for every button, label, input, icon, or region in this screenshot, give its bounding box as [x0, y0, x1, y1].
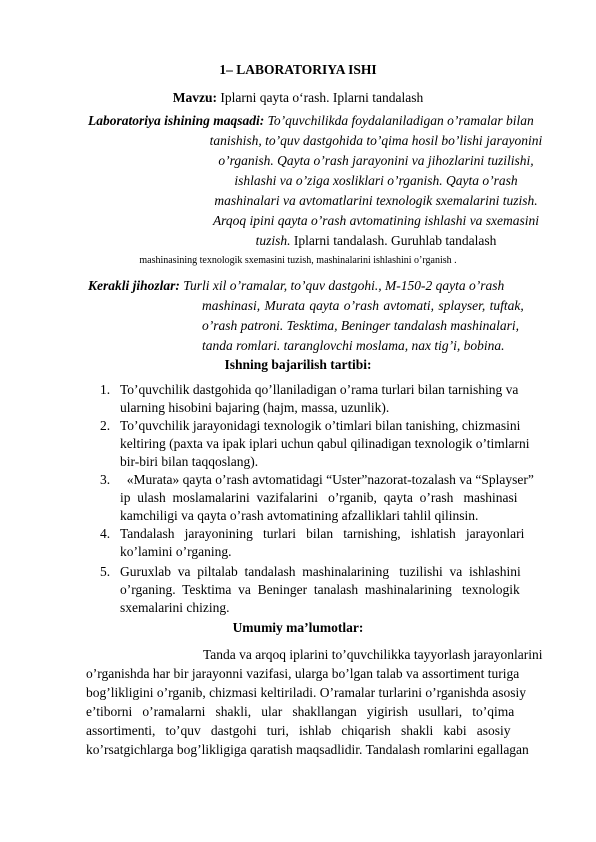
aim-text-8: Iplarni tandalash. Guruhlab tandalash [290, 233, 497, 248]
item-1-line-1: To’quvchilik dastgohida qo’llaniladigan o’rama turlari bilan tarnishing va [120, 382, 519, 397]
aim-line-7 [204, 232, 548, 250]
item-2-line-1: To’quvchilik jarayonidagi texnologik o’timlari bilan tanishing, chizmasini [120, 418, 521, 433]
document-title: 1– LABORATORIYA ISHI [219, 62, 377, 77]
order-heading: Ishning bajarilish tartibi: [224, 357, 372, 372]
aim-line-8: mashinasining texnologik sxemasini tuzish, mashinalarini ishlashini o’rganish . [139, 255, 457, 266]
item-3-number: 3. [100, 472, 111, 487]
topic-line [0, 90, 596, 106]
item-3-line-3: kamchiligi va qayta o’rash avtomatining afzalliklari tahlil qilinsin. [120, 508, 479, 523]
topic-label: Mavzu: [172, 90, 218, 105]
item-4-line-1: Tandalash jarayonining turlari bilan tarnishing, ishlatish jarayonlari [120, 526, 525, 541]
item-2-line-3: bir-biri bilan taqqoslang). [120, 454, 259, 469]
general-line-3: bog’likligini o’rganib, chizmasi keltiriladi. O’ramalar turlarini o’rganishda asosiy [86, 685, 527, 700]
item-1-number: 1. [100, 382, 111, 397]
general-line-5: assortimenti, to’quv dastgohi turi, ishlab chiqarish shakli kabi asosiy [86, 723, 511, 738]
general-line-2: o’rganishda har bir jarayonni vazifasi, ularga bo’lgan talab va assortiment turiga [86, 666, 520, 681]
item-5-line-2: o’rganing. Tesktima va Beninger tanalash mashinalarining texnologik [120, 582, 520, 597]
general-line-1: Tanda va arqoq iplarini to’quvchilikka tayyorlash jarayonlarini [203, 647, 543, 662]
item-4-number: 4. [100, 526, 111, 541]
item-4-line-2: ko’lamini o’rganing. [120, 544, 232, 559]
general-heading: Umumiy ma’lumotlar: [232, 620, 364, 635]
aim-label: Laboratoriya ishining maqsadi: [88, 113, 265, 128]
equip-line-4: tanda romlari. taranglovchi moslama, nax tig’i, bobina. [202, 338, 505, 353]
equip-text-1: Turli xil o’ramalar, to’quv dastgohi., M-150-2 qayta o’rash [179, 278, 505, 293]
aim-line-1 [88, 112, 534, 130]
aim-line-3: o’rganish. Qayta o’rash jarayonini va jihozlarini tuzilishi, [218, 153, 534, 168]
equip-label: Kerakli jihozlar: [88, 278, 180, 293]
item-2-number: 2. [100, 418, 111, 433]
aim-line-2: tanishish, to’quv dastgohida to’qima hosil bo’lishi jarayonini [209, 133, 543, 148]
equip-line-2: mashinasi, Murata qayta o’rash avtomati, splayser, tuftak, [202, 298, 524, 313]
aim-text-7: tuzish. [255, 233, 291, 248]
aim-line-6: Arqoq ipini qayta o’rash avtomatining ishlashi va sxemasini [212, 213, 540, 228]
item-3-line-1: «Murata» qayta o’rash avtomatidagi “Uster”nazorat-tozalash va “Splayser” [120, 472, 534, 487]
equip-line-3: o’rash patroni. Tesktima, Beninger tandalash mashinalari, [202, 318, 520, 333]
topic-text: Iplarni qayta o‘rash. Iplarni tandalash [217, 90, 424, 105]
item-3-line-2: ip ulash moslamalarini vazifalarini o’rganib, qayta o’rash mashinasi [120, 490, 518, 505]
item-5-line-1: Guruxlab va piltalab tandalash mashinalarining tuzilishi va ishlashini [120, 564, 521, 579]
general-line-4: e’tiborni o’ramalarni shakli, ular shakllangan yigirish usullari, to’qima [86, 704, 515, 719]
item-5-number: 5. [100, 564, 111, 579]
general-line-6: ko’rsatgichlarga bog’likligiga qaratish maqsadlidir. Tandalash romlarini egallagan [86, 742, 529, 757]
item-1-line-2: ularning hisobini bajaring (hajm, massa, uzunlik). [120, 400, 390, 415]
item-5-line-3: sxemalarini chizing. [120, 600, 230, 615]
equip-line-1 [88, 277, 550, 295]
aim-text-1: To’quvchilikda foydalaniladigan o’ramalar bilan [264, 113, 534, 128]
aim-line-4: ishlashi va o’ziga xosliklari o’rganish. Qayta o’rash [234, 173, 518, 188]
aim-line-5: mashinalari va avtomatlarini texnologik sxemalarini tuzish. [214, 193, 538, 208]
item-2-line-2: keltiring (paxta va ipak iplari uchun qabul qilinadigan texnologik o’timlarni [120, 436, 530, 451]
